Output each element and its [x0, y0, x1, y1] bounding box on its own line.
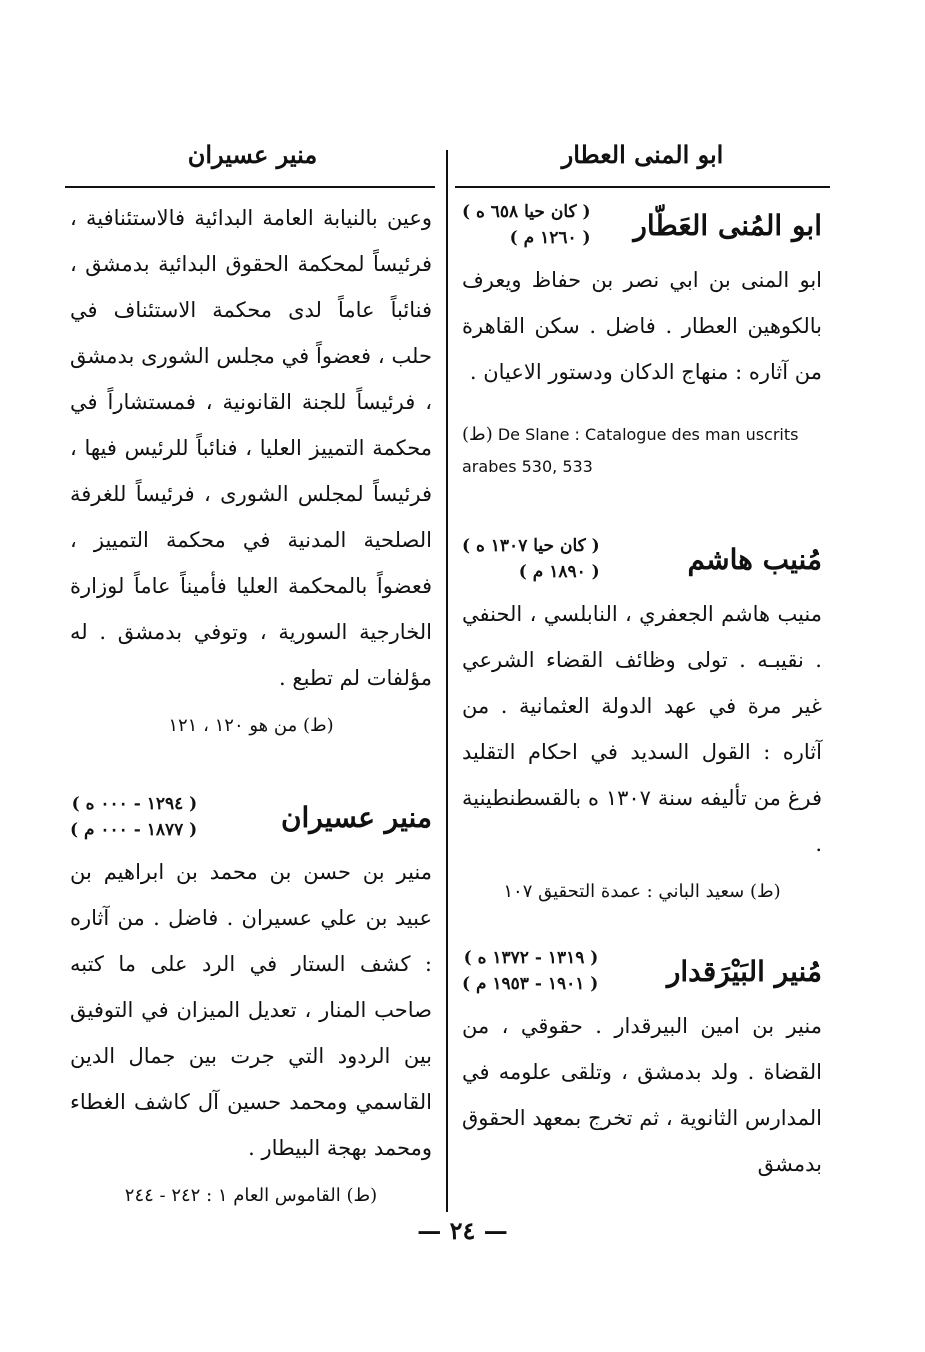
hijri-date: ( ١٢٩٤ - ٠٠٠ ه ) — [71, 794, 198, 814]
entry-reference — [462, 419, 822, 483]
entry-title: مُنير البَيْرَقدار — [666, 954, 822, 988]
header-rule-left — [65, 186, 435, 188]
running-header-right: ابو المنى العطار — [561, 140, 724, 169]
entry-reference: (ط) سعيد الباني : عمدة التحقيق ١٠٧ — [503, 881, 781, 902]
entry-reference: (ط) من هو ١٢٠ ، ١٢١ — [168, 715, 334, 736]
column-divider — [446, 150, 448, 1212]
entry-heading — [462, 199, 822, 251]
page-number: — ٢٤ — — [417, 1216, 508, 1245]
left-column — [70, 195, 432, 1211]
entry-dates — [462, 945, 598, 997]
gregorian-date: ( ١٨٩٠ م ) — [518, 562, 600, 582]
spacer — [462, 483, 822, 529]
reference-tag: (ط) — [462, 424, 493, 445]
entry-dates — [462, 199, 591, 251]
entry-title: ابو المُنى العَطّار — [633, 208, 822, 242]
hijri-date: ( كان حيا ٦٥٨ ه ) — [462, 202, 591, 222]
running-header-left: منير عسيران — [187, 140, 318, 169]
gregorian-date: ( ١٢٦٠ م ) — [509, 228, 591, 248]
entry-reference: (ط) القاموس العام ١ : ٢٤٢ - ٢٤٤ — [124, 1185, 378, 1206]
entry-dates — [70, 791, 197, 843]
entry-body: منير بن امين البيرقدار . حقوقي ، من القضاة . ولد بدمشق ، وتلقى علومه في المدارس الثانوية ، ثم تخرج بمعهد الحقوق بدمشق — [462, 1014, 822, 1176]
spacer — [462, 907, 822, 941]
gregorian-date: ( ١٨٧٧ - ٠٠٠ م ) — [70, 820, 198, 840]
entry-heading — [462, 945, 822, 997]
entry-title: منير عسيران — [280, 800, 432, 834]
hijri-date: ( كان حيا ١٣٠٧ ه ) — [462, 536, 600, 556]
header-rule-right — [455, 186, 830, 188]
entry-title: مُنيب هاشم — [687, 542, 822, 576]
entry-body: منير بن حسن بن محمد بن ابراهيم بن عبيد بن علي عسيران . فاضل . من آثاره : كشف الستار في الرد على ما كتبه صاحب المنار ، تعديل الميزان في التوفيق بين الردود التي جرت بين جمال الدين القاسمي ومحمد حسين آل كاشف الغطاء ومحمد بهجة البيطار . — [70, 860, 432, 1160]
reference-text: De Slane : Catalogue des man uscrits arabes 530, 533 — [462, 425, 799, 476]
entry-continuation: وعين بالنيابة العامة البدائية فالاستئنافية ، فرئيساً لمحكمة الحقوق البدائية بدمشق ، فنائباً عاماً لدى محكمة الاستئناف في حلب ، فعضواً في مجلس الشورى بدمشق ، فرئيساً للجنة القانونية ، فمستشاراً في محكمة التمييز العليا ، فنائباً للرئيس فيها ، فرئيساً لمجلس الشورى ، فرئيساً للغرفة الصلحية المدنية في محكمة التمييز ، فعضواً بالمحكمة العليا فأميناً عاماً لوزارة الخارجية السورية ، وتوفي بدمشق . له مؤلفات لم تطبع . — [70, 206, 432, 690]
hijri-date: ( ١٣١٩ - ١٣٧٢ ه ) — [463, 948, 599, 968]
entry-body: منيب هاشم الجعفري ، النابلسي ، الحنفي . نقيبـه . تولى وظائف القضاء الشرعي غير مرة في عهد الدولة العثمانية . من آثاره : القول السديد في احكام التقليد فرغ من تأليفه سنة ١٣٠٧ ه بالقسطنطينية . — [462, 602, 822, 856]
entry-heading — [70, 791, 432, 843]
right-column — [462, 195, 822, 1187]
spacer — [70, 741, 432, 787]
entry-dates — [462, 533, 600, 585]
entry-heading — [462, 533, 822, 585]
entry-body: ابو المنى بن ابي نصر بن حفاظ ويعرف بالكوهين العطار . فاضل . سكن القاهرة من آثاره : منهاج الدكان ودستور الاعيان . — [462, 268, 822, 384]
gregorian-date: ( ١٩٠١ - ١٩٥٣ م ) — [462, 974, 599, 994]
